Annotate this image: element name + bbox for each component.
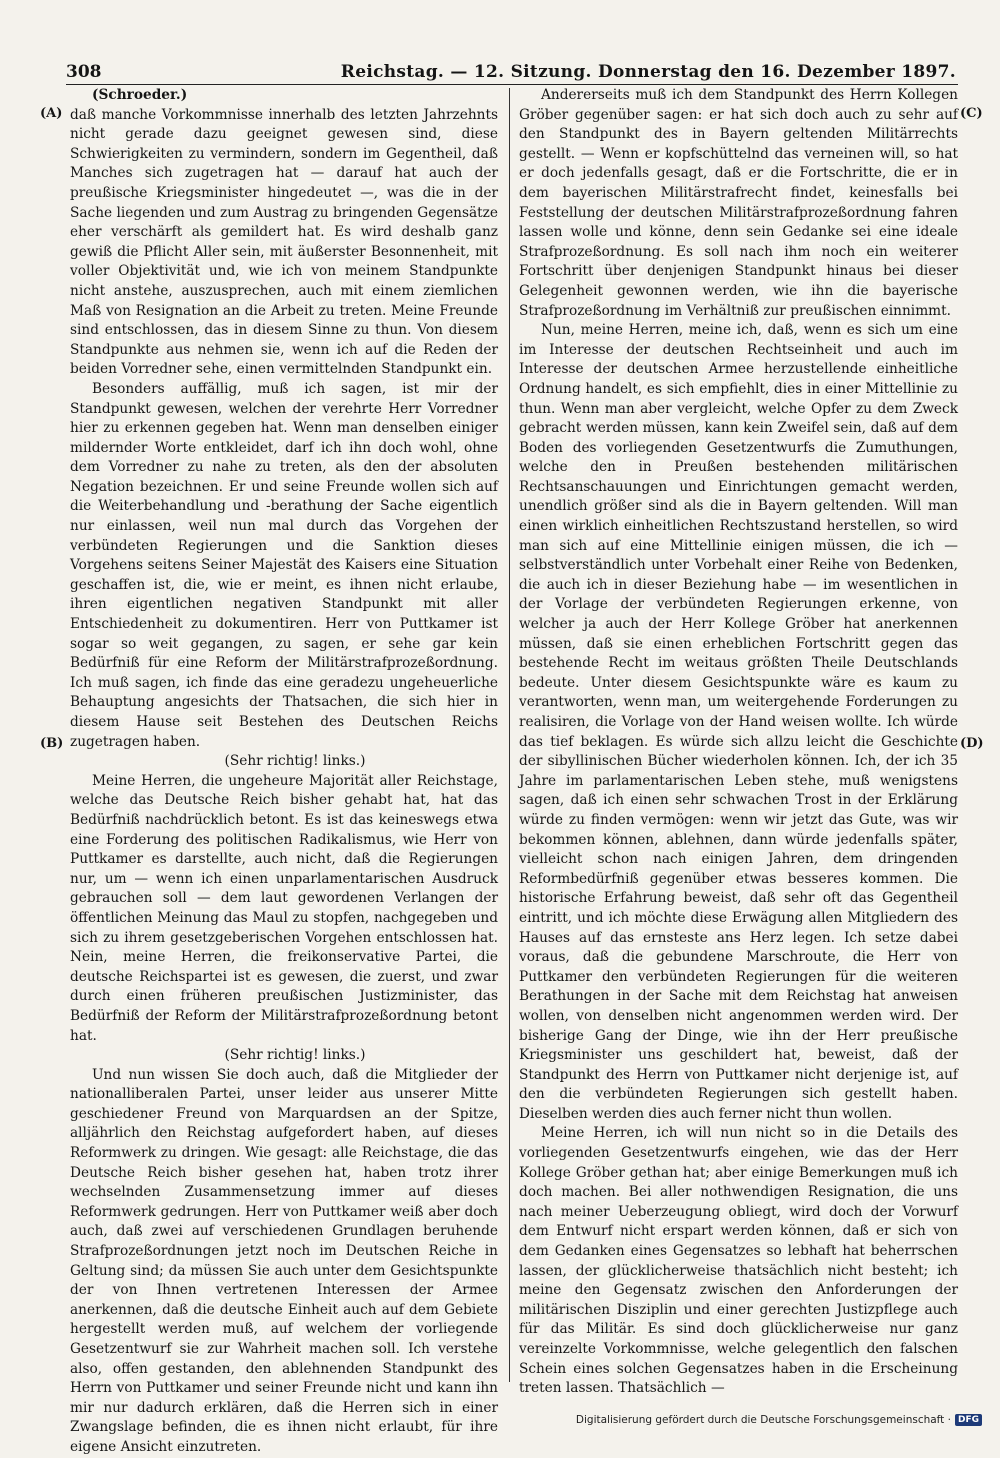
paragraph: Andererseits muß ich dem Standpunkt des Herrn Kollegen Gröber gegenüber sagen: er hat sich doch auch zu sehr auf den Standpunkt des in Bayern geltenden Militärrechts gestellt. — Wenn er kopfschüttelnd das verneinen will, so hat er doch jedenfalls gesagt, daß er die Fortschritte, die er in dem bayerischen Militärstrafrecht findet, keinesfalls bei Feststellung der deutschen Militärstrafprozeßordnung fahren lassen wolle und könne, denn sein Gedanke sei eine ideale Strafprozeßordnung. Es soll nach ihm noch ein weiterer Fortschritt über denjenigen Standpunkt hinaus bei dieser Gelegenheit gewonnen werden, wie ihn die bayerische Strafprozeßordnung im Verhältniß zur preußischen einnimmt. (519, 87, 958, 319)
margin-marker-d: (D) (960, 736, 984, 751)
right-column (519, 86, 958, 1399)
paragraph: Meine Herren, ich will nun nicht so in die Details des vorliegenden Gesetzentwurfs eingehen, wie das der Herr Kollege Gröber gethan hat; aber einige Bemerkungen muß ich doch machen. Bei aller nothwendigen Resignation, die uns nach meiner Ueberzeugung obliegt, wird doch der Vorwurf dem Entwurf nicht erspart werden können, daß er sich von dem Gedanken eines Gegensatzes so lebhaft hat beherrschen lassen, der glücklicherweise thatsächlich nicht besteht; ich meine den Gegensatz zwischen den Anforderungen der militärischen Disziplin und einer gerechten Justizpflege auch für das Militär. Es sind doch glücklicherweise nur ganz vereinzelte Vorkommnisse, welche gelegentlich den falschen Schein eines solchen Gegensatzes haben in die Erscheinung treten lassen. Thatsächlich — (519, 1125, 958, 1397)
paragraph: Und nun wissen Sie doch auch, daß die Mitglieder der nationalliberalen Partei, unser leider aus unserer Mitte geschiedener Freund von Marquardsen an der Spitze, alljährlich den Reichstag aufgefordert haben, auf dieses Reformwerk zu dringen. Wie gesagt: alle Reichstage, die das Deutsche Reich bisher gesehen hat, haben trotz ihrer wechselnden Zusammensetzung immer auf dieses Reformwerk gedrungen. Herr von Puttkamer weiß aber doch auch, daß zwei auf verschiedenen Grundlagen beruhende Strafprozeßordnungen jetzt noch im Deutschen Reiche in Geltung sind; da müssen Sie auch unter dem Gesichtspunkte der von Ihnen vertretenen Interessen der Armee anerkennen, daß die deutsche Einheit auch auf dem Gebiete hergestellt werden muß, auf welchem der vorliegende Gesetzentwurf sie zur Wahrheit machen soll. Ich verstehe also, offen gestanden, den ablehnenden Standpunkt des Herrn von Puttkamer und seiner Freunde nicht und kann ihn mir nur dadurch erklären, daß die Herren sich in einer Zwangslage befinden, die es ihnen nicht erlaubt, für ihre eigene Ansicht einzutreten. (70, 1066, 498, 1455)
left-column (70, 86, 498, 1458)
header-rule (66, 84, 958, 85)
paragraph: daß manche Vorkommnisse innerhalb des letzten Jahrzehnts nicht gerade dazu geeignet gewesen sind, diese Schwierigkeiten zu vermindern, sondern im Gegentheil, daß Manches sich zugetragen hat — darauf hat auch der preußische Kriegsminister hingedeutet —, was die in der Sache liegenden und zum Austrag zu bringenden Gegensätze eher verschärft als gemildert hat. Es wird deshalb ganz gewiß die Pflicht Aller sein, mit äußerster Besonnenheit, mit voller Objektivität und, wie ich von meinem Standpunkte nicht anstehe, auszusprechen, auch mit einem ziemlichen Maß von Resignation an die Arbeit zu treten. Meine Freunde sind entschlossen, das in diesem Sinne zu thun. Von diesem Standpunkte aus nehmen sie, wenn ich auf die Reden der beiden Vorredner sehe, einen vermittelnden Standpunkt ein. (70, 106, 498, 378)
running-title: Reichstag. — 12. Sitzung. Donnerstag den 16. Dezember 1897. (340, 62, 956, 82)
page-number: 308 (66, 62, 102, 82)
column-divider (509, 88, 510, 1382)
footer-credit (576, 1414, 982, 1426)
dfg-logo: DFG (955, 1414, 982, 1426)
speaker-name: (Schroeder.) (92, 87, 188, 103)
paragraph: Nun, meine Herren, meine ich, daß, wenn es sich um eine im Interesse der deutschen Rechtseinheit und auch im Interesse der deutschen Armee herzustellende einheitliche Ordnung handelt, es sich empfiehlt, dies in einer Mittellinie zu thun. Wenn man aber vergleicht, welche Opfer zu dem Zweck gebracht werden müssen, kann kein Zweifel sein, daß auf dem Boden des vorliegenden Gesetzentwurfs die Zumuthungen, welche den in Preußen bestehenden militärischen Rechtsanschauungen und Einrichtungen gemacht werden, unendlich größer sind als die in Bayern geltenden. Will man einen wirklich einheitlichen Rechtszustand herstellen, so wird man sich auf eine Mittellinie einigen müssen, die ich — selbstverständlich unter Vorbehalt einer Reihe von Bedenken, die auch ich in dieser Beziehung habe — im wesentlichen in der Vorlage der verbündeten Regierungen erkenne, von welcher ja auch der Herr Kollege Gröber hat anerkennen müssen, daß sie einen erheblichen Fortschritt gegen das bestehende Recht im weitaus größten Theile Deutschlands bedeute. Unter diesem Gesichtspunkte wäre es kaum zu verantworten, wenn man, um weitergehende Forderungen zu realisiren, die Vorlage von der Hand weisen wollte. Ich würde das tief beklagen. Es würde sich allzu leicht die Geschichte der sibyllinischen Bücher wiederholen können. Ich, der ich 35 Jahre im parlamentarischen Leben stehe, muß wenigstens sagen, daß ich einen sehr schwachen Trost in der Erklärung würde zu finden vermögen: wenn wir jetzt das Gute, was wir bekommen können, ablehnen, dann würde jedenfalls später, vielleicht schon nach einigen Jahren, dem dringenden Reformbedürfniß gegenüber etwas besseres kommen. Die historische Erfahrung beweist, daß sehr oft das Gegentheil eintritt, und ich möchte diese Erwägung allen Mitgliedern des Hauses auf das ernsteste ans Herz legen. Ich setze dabei voraus, daß die gebundene Marschroute, die Herr von Puttkamer den verbündeten Regierungen für die weiteren Berathungen in der Sache mit dem Reichstag hat anweisen wollen, von denselben nicht angenommen werden wird. Der bisherige Gang der Dinge, wie ihn der Herr preußische Kriegsminister uns geschildert hat, beweist, daß der Standpunkt des Herrn von Puttkamer nicht derjenige ist, auf den die verbündeten Regierungen sich gestellt haben. Dieselben werden dies auch ferner nicht thun wollen. (519, 322, 958, 1122)
margin-marker-c: (C) (960, 106, 983, 121)
margin-marker-a: (A) (40, 106, 63, 121)
margin-marker-b: (B) (40, 736, 64, 751)
paragraph: Besonders auffällig, muß ich sagen, ist mir der Standpunkt gewesen, welchen der verehrte Herr Vorredner hier zu erkennen gegeben hat. Wenn man denselben einiger mildernder Worte entkleidet, darf ich ihn doch wohl, ohne dem Vorredner zu nahe zu treten, als den der absoluten Negation bezeichnen. Er und seine Freunde wollen sich auf die Weiterbehandlung und -berathung der Sache eigentlich nur einlassen, weil nun mal durch das Vorgehen der verbündeten Regierungen und die Sanktion dieses Vorgehens seitens Seiner Majestät des Kaisers eine Situation geschaffen ist, die, wie er meint, es ihnen nicht erlaube, ihren eigentlichen negativen Standpunkt mit aller Entschiedenheit zu dokumentiren. Herr von Puttkamer ist sogar so weit gegangen, zu sagen, er sehe gar kein Bedürfniß für eine Reform der Militärstrafprozeßordnung. Ich muß sagen, ich finde das eine geradezu ungeheuerliche Behauptung angesichts der Thatsachen, die sich hier in diesem Hause seit Bestehen des Deutschen Reichs zugetragen haben. (70, 380, 498, 750)
interjection: (Sehr richtig! links.) (224, 1047, 366, 1064)
paragraph: Meine Herren, die ungeheure Majorität aller Reichstage, welche das Deutsche Reich bisher gehabt hat, hat das Bedürfniß nachdrücklich betont. Es ist das keineswegs etwa eine Forderung des politischen Radikalismus, wie Herr von Puttkamer es darstellte, auch nicht, daß die Regierungen nur, um — wenn ich einen unparlamentarischen Ausdruck gebrauchen soll — dem laut gewordenen Verlangen der öffentlichen Meinung das Maul zu stopfen, nachgegeben und sich zu ihrem gesetzgeberischen Vorgehen entschlossen hat. Nein, meine Herren, die freikonservative Partei, die deutsche Reichspartei ist es gewesen, die zuerst, und zwar durch einen früheren preußischen Justizminister, das Bedürfniß der Reform der Militärstrafprozeßordnung betont hat. (70, 772, 498, 1044)
interjection: (Sehr richtig! links.) (224, 753, 366, 770)
footer-text: Digitalisierung gefördert durch die Deutsche Forschungsgemeinschaft · (575, 1414, 951, 1426)
